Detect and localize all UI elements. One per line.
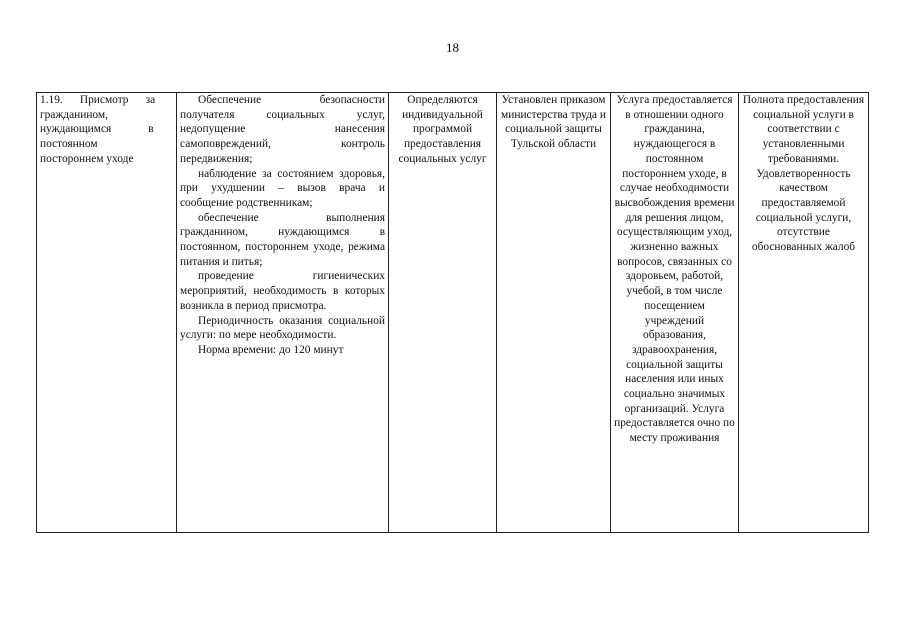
content-paragraph: проведение гигиенических мероприятий, необходимость в которых возникла в период присмотра. [180, 270, 385, 312]
service-volume-text: Определяются индивидуальной программой предоставления социальных услуг [398, 94, 487, 165]
page-number: 18 [446, 40, 459, 55]
service-quality-text: Полнота предоставления социальной услуги в соответствии с установленными требованиями. Удовлетворенность качеством предоставляемой социальной услуги, отсутствие обоснованных жалоб [742, 94, 865, 254]
content-paragraph: Норма времени: до 120 минут [198, 343, 344, 356]
service-name-line: постороннем уходе [40, 152, 134, 165]
service-volume-cell [389, 93, 497, 533]
service-name-line: нуждающимся в [40, 123, 154, 136]
service-name-line: 1.19. Присмотр за [40, 94, 156, 106]
table-row [37, 93, 869, 533]
content-paragraph: обеспечение выполнения гражданином, нуждающимся в постоянном, постороннем уходе, режима питания и питья; [180, 211, 385, 268]
service-name-line: постоянном [40, 138, 98, 151]
content-paragraph: наблюдение за состоянием здоровья, при ухудшении – вызов врача и сообщение родственникам; [180, 167, 385, 209]
service-content-cell [177, 93, 389, 533]
service-name-line: гражданином, [40, 108, 108, 121]
service-conditions-text: Услуга предоставляется в отношении одного гражданина, нуждающегося в постоянном постороннем уходе, в случае необходимости высвобождения времени для решения лицом, осуществляющим уход, жизненно важных вопросов, связанных со здоровьем, работой, учебой, в том числе посещением учреждений образования, здравоохранения, социальной защиты населения или иных социально значимых организаций. Услуга предоставляется очно по месту проживания [614, 94, 735, 445]
service-name-cell [37, 93, 177, 533]
services-table [36, 92, 869, 533]
content-paragraph: Обеспечение безопасности получателя социальных услуг, недопущение нанесения самоповреждений, контроль передвижения; [180, 94, 385, 165]
service-quality-cell [739, 93, 869, 533]
service-conditions-cell [611, 93, 739, 533]
content-paragraph: Периодичность оказания социальной услуги: по мере необходимости. [180, 314, 385, 342]
service-tariff-text: Установлен приказом министерства труда и социальной защиты Тульской области [501, 94, 606, 151]
service-tariff-cell [497, 93, 611, 533]
